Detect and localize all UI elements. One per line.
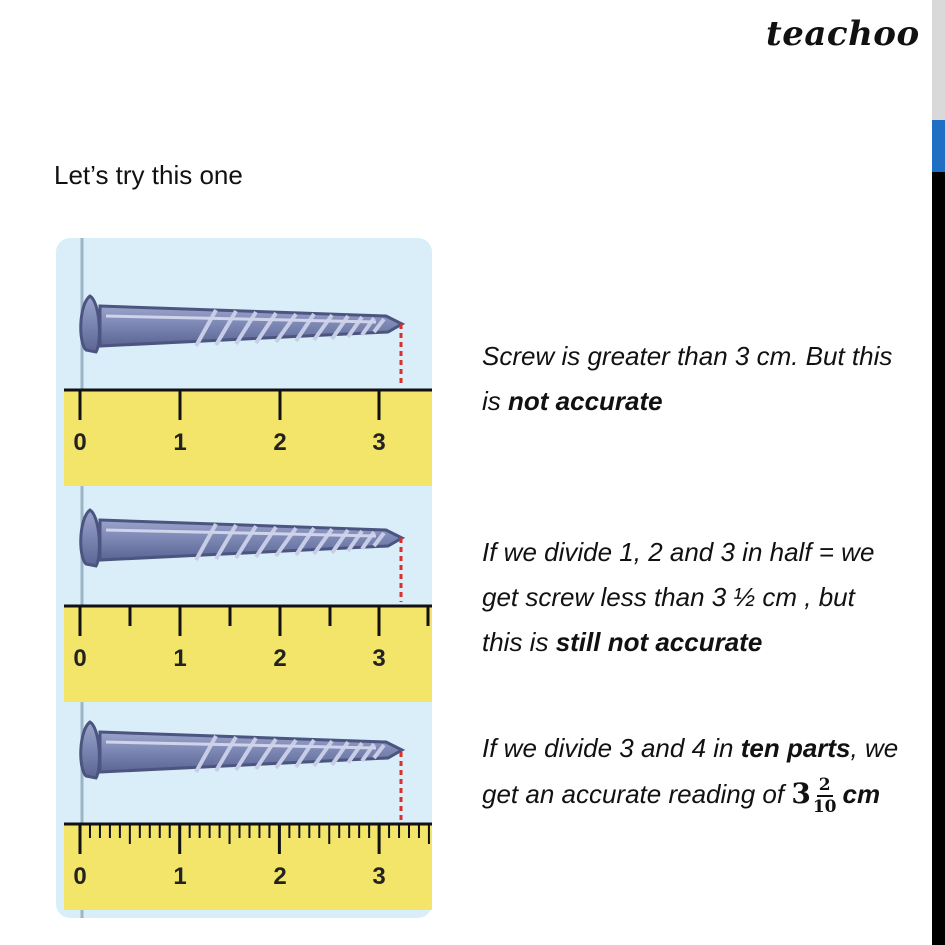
explanation-2-text: If we divide 1, 2 and 3 in half = we get screw less than 3 ½ cm , but this is (482, 537, 875, 657)
explanation-2 (482, 530, 902, 665)
screw-ruler-illustration (56, 238, 432, 918)
ruler-label-2: 2 (273, 645, 287, 672)
fraction-denominator: 10 (812, 797, 837, 818)
explanation-3-text: If we divide 3 and 4 in (482, 733, 741, 763)
fraction-numerator: 2 (818, 775, 831, 796)
screw-row-1 (64, 296, 432, 486)
explanation-3-text-2: , we get an accurate reading of (482, 733, 899, 809)
screw-row-2 (64, 510, 432, 702)
ruler-label-1: 1 (173, 863, 187, 890)
ruler-label-0: 0 (73, 429, 87, 456)
ruler-label-2: 2 (273, 863, 287, 890)
intro-text: Let’s try this one (54, 160, 243, 190)
progress-track (932, 0, 945, 120)
ruler-label-0: 0 (73, 645, 87, 672)
explanation-2-emphasis: still not accurate (555, 627, 763, 657)
side-progress-strip (932, 0, 945, 945)
reading-fraction (813, 775, 837, 817)
ruler-label-1: 1 (173, 429, 187, 456)
explanation-3-emphasis: ten parts (740, 733, 851, 763)
reading-whole: 3 (791, 777, 811, 810)
ruler-label-3: 3 (372, 863, 386, 890)
explanation-1-emphasis: not accurate (508, 386, 663, 416)
brand-logo: teachoo (766, 14, 920, 54)
explanation-3 (482, 726, 902, 817)
reading-unit: cm (842, 779, 881, 809)
explanation-1 (482, 334, 902, 424)
explanation-1-text: Screw is greater than 3 cm. But this is (482, 341, 893, 416)
ruler-label-3: 3 (372, 429, 386, 456)
ruler-label-0: 0 (73, 863, 87, 890)
ruler-label-2: 2 (273, 429, 287, 456)
ruler-label-3: 3 (372, 645, 386, 672)
ruler-label-1: 1 (173, 645, 187, 672)
